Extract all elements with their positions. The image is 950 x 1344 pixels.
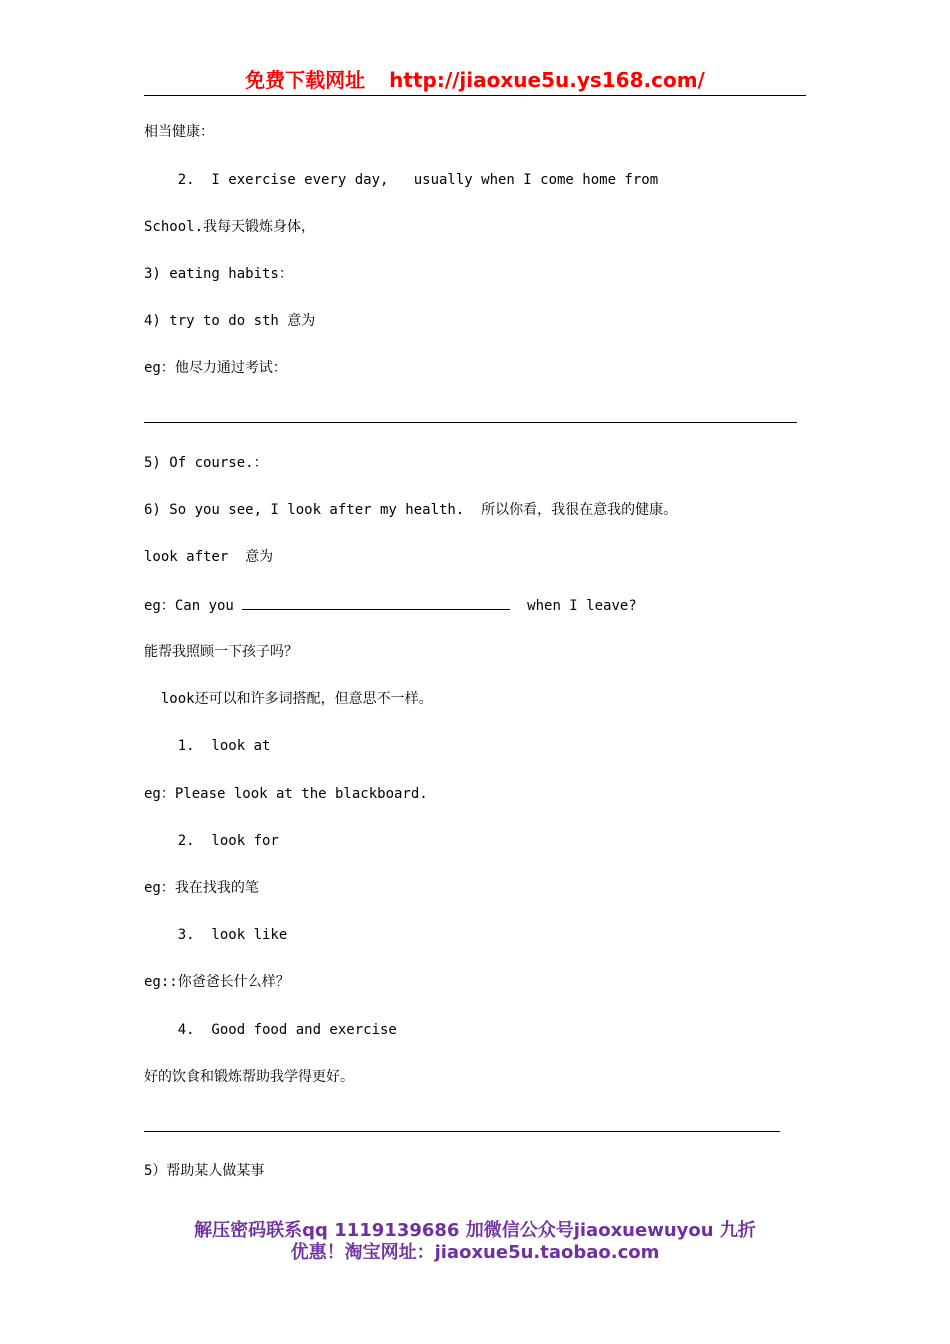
- header-title: 免费下载网址: [245, 68, 366, 92]
- text-segment: eg：Can you: [144, 598, 243, 614]
- text-line: 4) try to do sth 意为: [144, 313, 316, 329]
- text-line: 3) eating habits：: [144, 266, 293, 282]
- text-line: eg：我在找我的笔: [144, 880, 259, 896]
- text-line: 5）帮助某人做某事: [144, 1163, 265, 1179]
- text-line: 5) Of course.：: [144, 455, 268, 471]
- text-segment: when I leave?: [510, 598, 637, 614]
- text-line-with-blank: [144, 595, 637, 616]
- text-line: 相当健康：: [144, 124, 214, 140]
- header-divider: [144, 95, 806, 96]
- text-line: 2. I exercise every day, usually when I come home from: [144, 172, 659, 188]
- text-line: 2. look for: [144, 833, 279, 849]
- text-line: 6) So you see, I look after my health. 所以你看，我很在意我的健康。: [144, 502, 678, 518]
- text-line: 好的饮食和锻炼帮助我学得更好。: [144, 1069, 354, 1085]
- page-header: [144, 66, 806, 94]
- text-line: 4. Good food and exercise: [144, 1022, 397, 1038]
- text-line: eg::你爸爸长什么样？: [144, 974, 290, 990]
- text-line: eg：他尽力通过考试：: [144, 360, 287, 376]
- answer-blank-line: [144, 422, 797, 423]
- answer-blank-line: [144, 1131, 780, 1132]
- text-line: 能帮我照顾一下孩子吗？: [144, 644, 298, 660]
- text-line: look after 意为: [144, 549, 274, 565]
- header-url[interactable]: http://jiaoxue5u.ys168.com/: [389, 68, 705, 92]
- footer-line-2: 优惠！淘宝网址：jiaoxue5u.taobao.com: [290, 1242, 660, 1263]
- footer-line-1: 解压密码联系qq 1119139686 加微信公众号jiaoxuewuyou 九折: [194, 1220, 756, 1241]
- text-line: eg：Please look at the blackboard.: [144, 786, 428, 802]
- text-line: 1. look at: [144, 738, 271, 754]
- inline-answer-blank: [242, 595, 510, 610]
- text-line: School.我每天锻炼身体，: [144, 219, 316, 235]
- text-line: look还可以和许多词搭配，但意思不一样。: [144, 691, 433, 707]
- text-line: 3. look like: [144, 927, 288, 943]
